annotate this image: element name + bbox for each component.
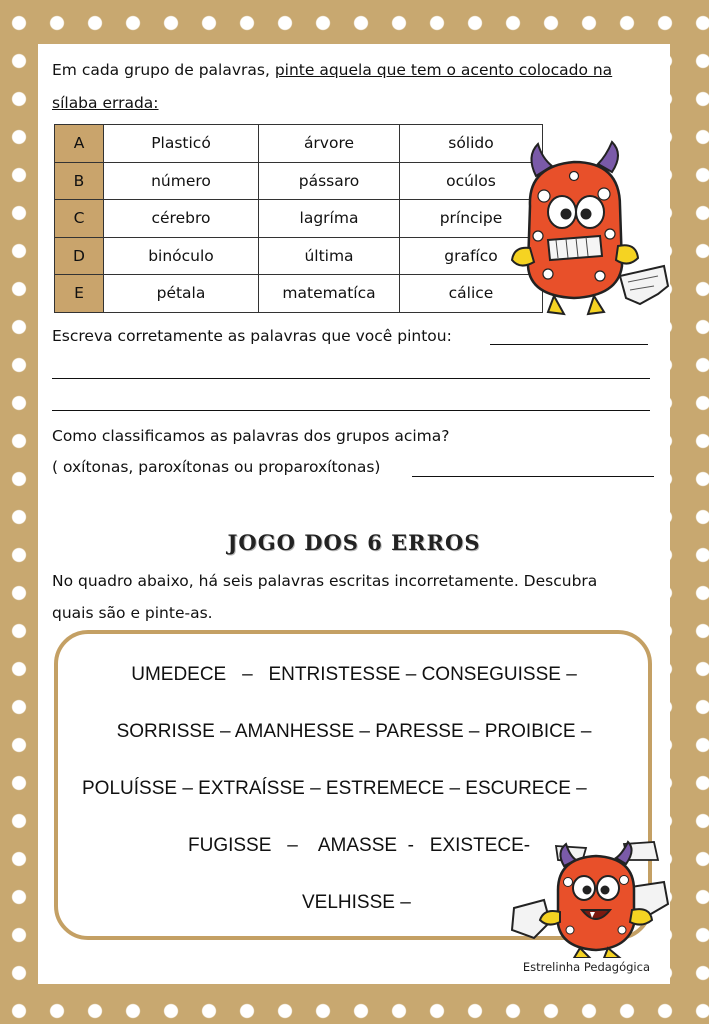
word-cell: matematíca [259, 275, 400, 313]
instruction-underlined-1: pinte aquela que tem o acento colocado na [274, 61, 613, 79]
word-cell: lagríma [259, 200, 400, 238]
word-line: FUGISSE – AMASSE - EXISTECE- [188, 835, 531, 856]
credit-text: Estrelinha Pedagógica [522, 960, 650, 974]
word-cell: última [259, 237, 400, 275]
table-row [55, 275, 543, 313]
monster-illustration-top [508, 136, 670, 321]
row-letter: B [55, 162, 104, 200]
answer-line [52, 410, 650, 411]
instruction-line-1 [52, 61, 612, 79]
table-row [55, 162, 543, 200]
worksheet-page [38, 44, 670, 984]
word-cell: cérebro [104, 200, 259, 238]
word-line: POLUÍSSE – EXTRAÍSSE – ESTREMECE – ESCURECE – [82, 778, 587, 799]
row-letter: C [55, 200, 104, 238]
word-cell: binóculo [104, 237, 259, 275]
word-cell: árvore [259, 125, 400, 163]
game-instruction-2: quais são e pinte-as. [52, 604, 213, 622]
word-cell: Plasticó [104, 125, 259, 163]
accent-table [54, 124, 543, 313]
instruction-line-2: sílaba errada: [52, 94, 159, 112]
row-letter: E [55, 275, 104, 313]
word-cell: grafíco [400, 237, 543, 275]
question-classify-2: ( oxítonas, paroxítonas ou proparoxítonas) [52, 458, 381, 476]
question-classify-1: Como classificamos as palavras dos grupos acima? [52, 427, 450, 445]
table-row [55, 237, 543, 275]
game-instruction-1: No quadro abaixo, há seis palavras escritas incorretamente. Descubra [52, 572, 598, 590]
word-cell: ocúlos [400, 162, 543, 200]
word-line: VELHISSE – [302, 892, 411, 913]
table-row [55, 200, 543, 238]
word-cell: número [104, 162, 259, 200]
row-letter: D [55, 237, 104, 275]
word-cell: cálice [400, 275, 543, 313]
word-cell: príncipe [400, 200, 543, 238]
monster-illustration-bottom [504, 838, 670, 958]
word-cell: pétala [104, 275, 259, 313]
row-letter: A [55, 125, 104, 163]
word-cell: pássaro [259, 162, 400, 200]
game-title: JOGO DOS 6 ERROS [227, 530, 481, 555]
word-line: UMEDECE – ENTRISTESSE – CONSEGUISSE – [131, 664, 577, 685]
answer-line [412, 476, 654, 477]
answer-line [52, 378, 650, 379]
instruction-prefix: Em cada grupo de palavras, [52, 61, 275, 79]
word-line: SORRISSE – AMANHESSE – PARESSE – PROIBICE – [116, 721, 592, 742]
question-write: Escreva corretamente as palavras que você pintou: [52, 327, 452, 345]
word-cell: sólido [400, 125, 543, 163]
answer-line [490, 344, 648, 345]
table-row [55, 125, 543, 163]
